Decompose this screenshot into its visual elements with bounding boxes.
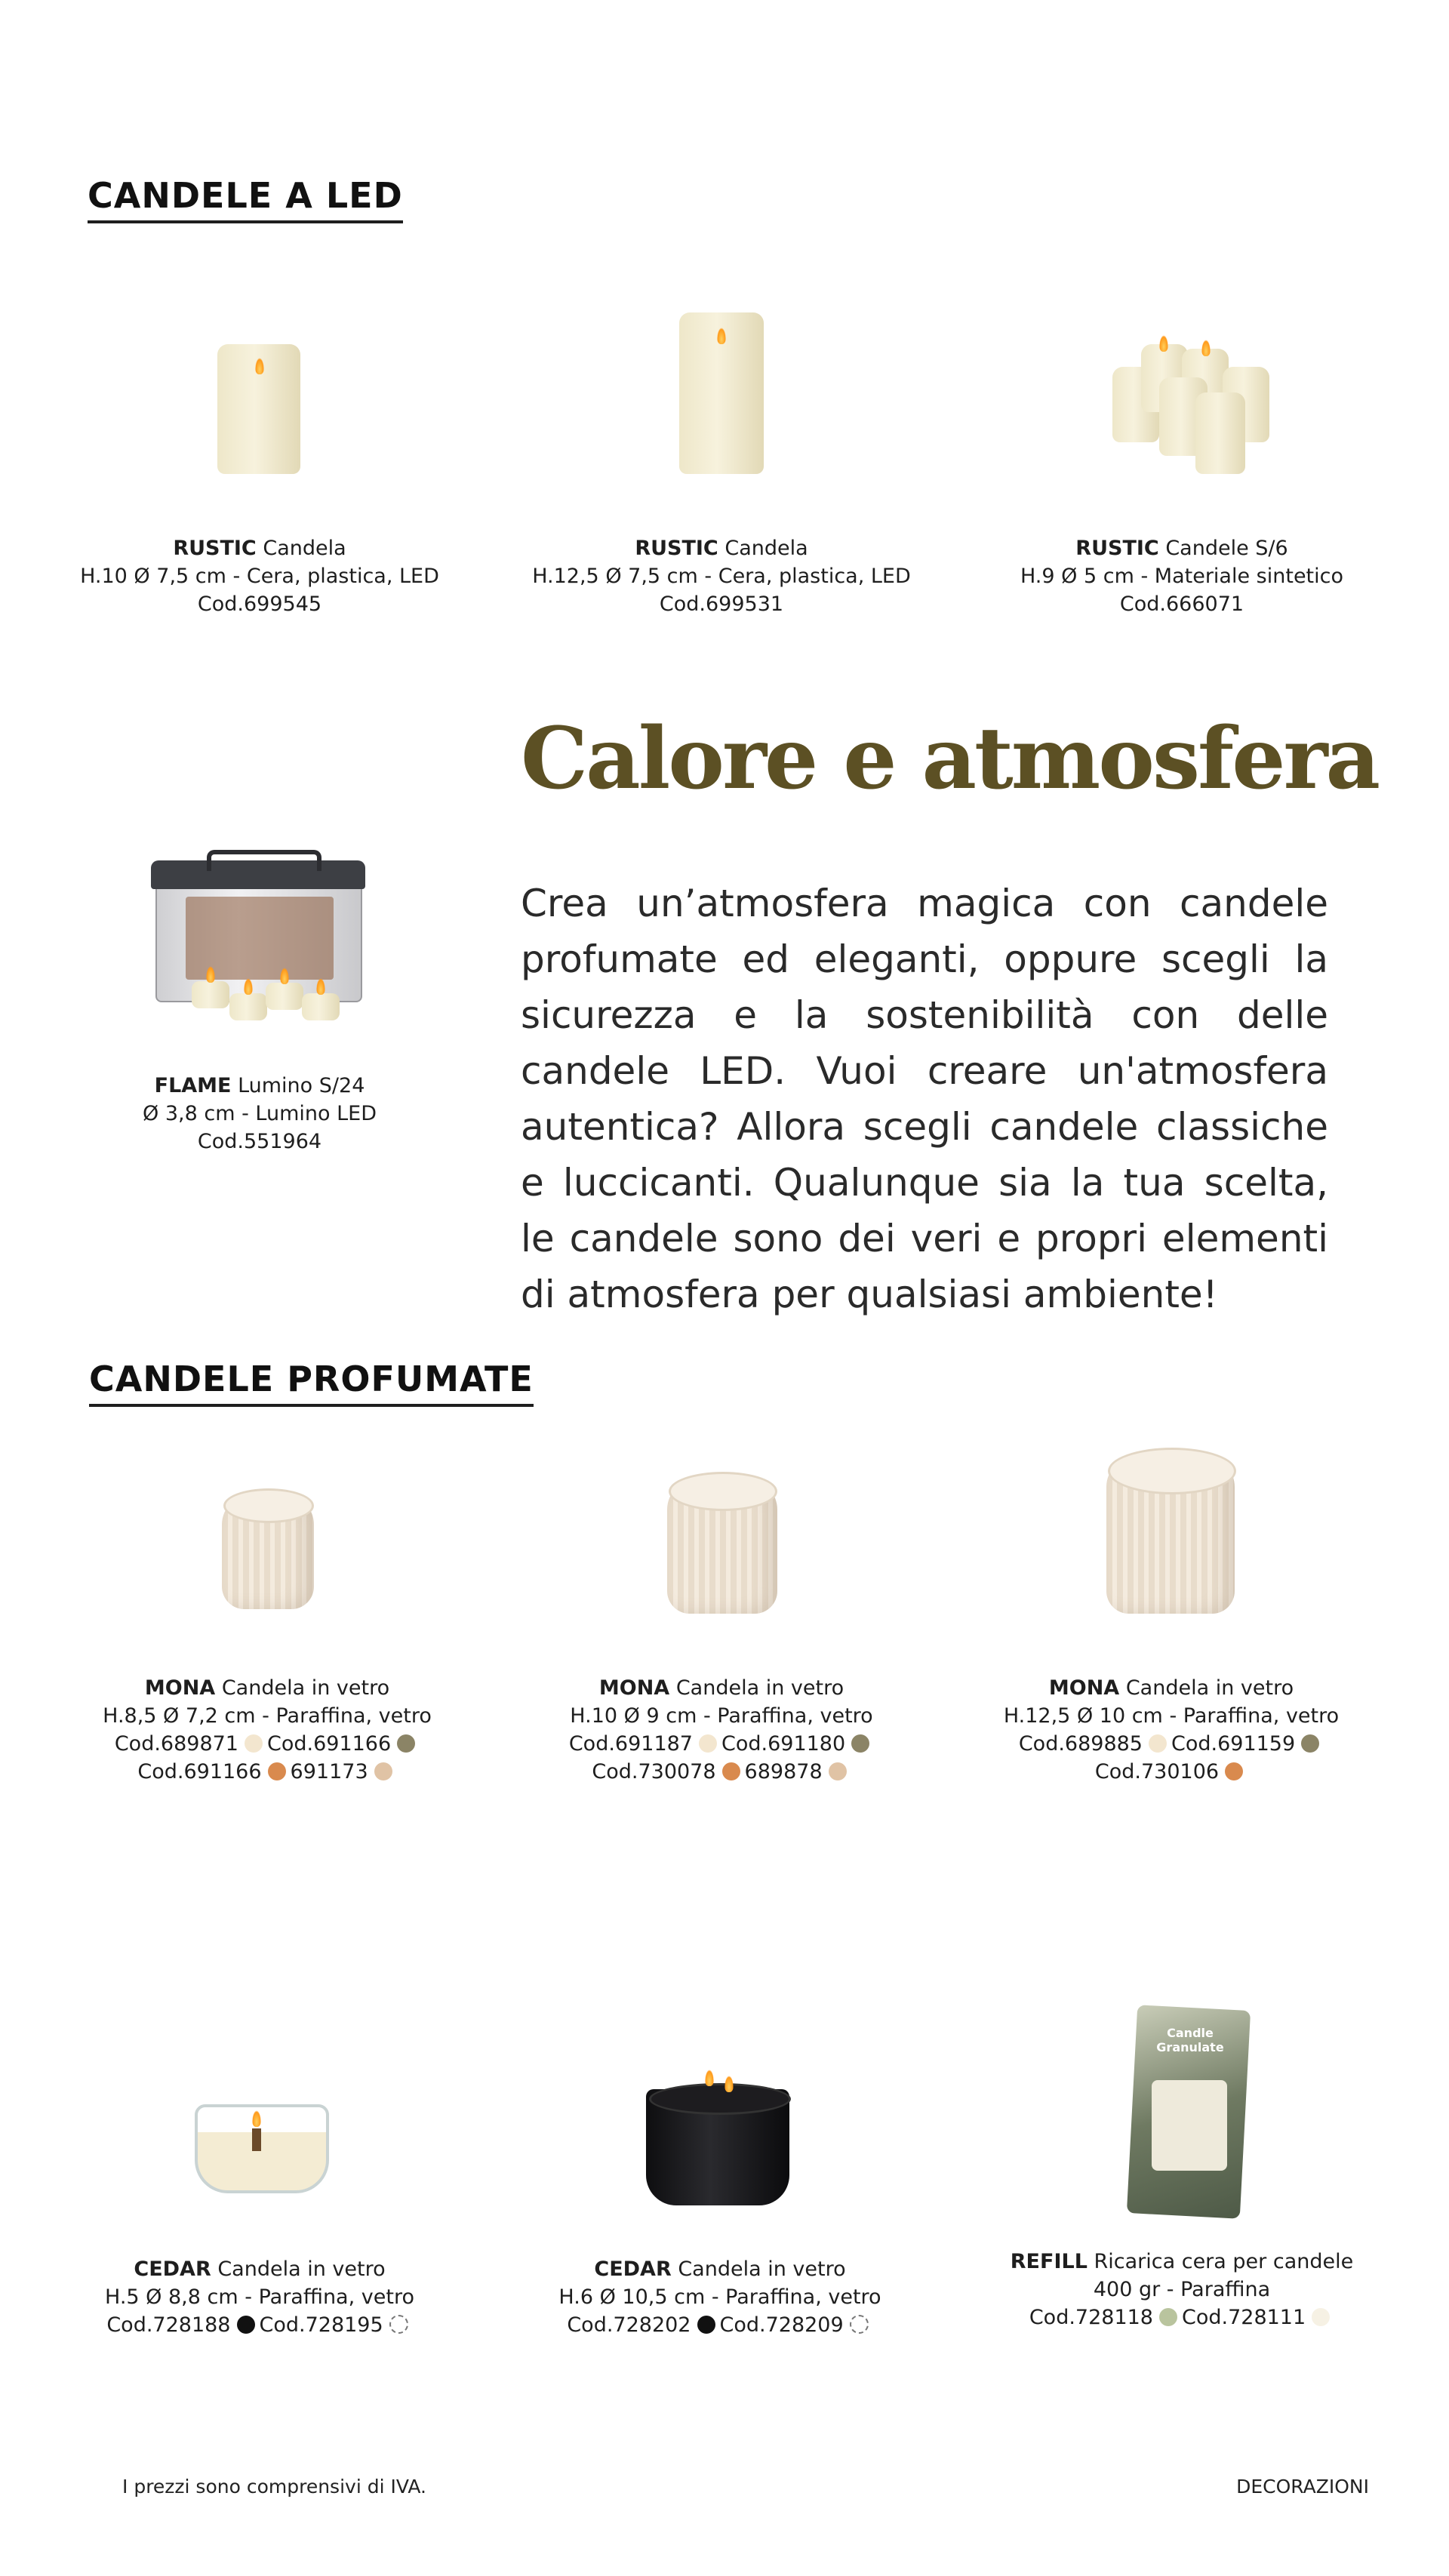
footer-section-label: DECORAZIONI bbox=[1236, 2476, 1369, 2498]
product-code: Cod.691159 bbox=[1171, 1732, 1296, 1756]
product-image bbox=[1069, 294, 1295, 521]
color-swatch[interactable] bbox=[237, 2316, 255, 2334]
product-name: MONA bbox=[1048, 1676, 1120, 1700]
product-image bbox=[1069, 2008, 1295, 2242]
product-image bbox=[139, 845, 380, 1072]
product-spec: H.10 Ø 9 cm - Paraffina, vetro bbox=[570, 1704, 873, 1728]
product-code: Cod.689871 bbox=[114, 1732, 238, 1756]
product-card[interactable] bbox=[510, 1434, 933, 1786]
product-image bbox=[608, 1434, 835, 1660]
product-type: Lumino S/24 bbox=[238, 1074, 365, 1097]
color-swatch[interactable] bbox=[699, 1734, 717, 1753]
product-code: Cod.691180 bbox=[721, 1732, 846, 1756]
product-image bbox=[154, 1434, 380, 1660]
product-name: MONA bbox=[144, 1676, 216, 1700]
product-card[interactable] bbox=[56, 1434, 478, 1786]
product-code: Cod.699531 bbox=[659, 592, 784, 616]
product-name: FLAME bbox=[154, 1074, 232, 1097]
color-swatch[interactable] bbox=[1312, 2308, 1330, 2326]
product-spec: H.12,5 Ø 10 cm - Paraffina, vetro bbox=[1003, 1704, 1340, 1728]
color-swatch[interactable] bbox=[1159, 2308, 1177, 2326]
product-name: CEDAR bbox=[594, 2257, 672, 2281]
product-code: Cod.691166 bbox=[267, 1732, 392, 1756]
product-card[interactable] bbox=[48, 2015, 471, 2339]
product-code: Cod.551964 bbox=[197, 1130, 322, 1153]
package-label: Candle Granulate bbox=[1156, 2026, 1224, 2054]
product-card[interactable] bbox=[48, 845, 471, 1156]
product-code: Cod.689885 bbox=[1018, 1732, 1143, 1756]
product-name: CEDAR bbox=[134, 2257, 211, 2281]
feature-text: Crea un’atmosfera magica con candele profumate ed eleganti, oppure scegli la sicurezza e la sostenibilità con delle candele LED. Vuoi creare un'atmosfera autentica? Allora scegli candele classiche e luccicanti. Qualunque sia la tua scelta, le candele sono dei veri e propri elementi di atmosfera per qualsiasi ambiente! bbox=[521, 882, 1328, 1316]
color-swatch[interactable] bbox=[389, 2315, 408, 2334]
color-swatch[interactable] bbox=[829, 1762, 847, 1780]
product-spec: H.12,5 Ø 7,5 cm - Cera, plastica, LED bbox=[532, 565, 911, 588]
product-card[interactable] bbox=[960, 1434, 1383, 1786]
product-card[interactable] bbox=[48, 294, 471, 618]
product-card[interactable] bbox=[971, 294, 1393, 618]
product-type: Candela in vetro bbox=[678, 2257, 846, 2281]
product-type: Candela bbox=[724, 537, 808, 560]
product-code: Cod.728188 bbox=[106, 2313, 231, 2337]
color-swatch[interactable] bbox=[374, 1762, 392, 1780]
footer-note: I prezzi sono comprensivi di IVA. bbox=[122, 2476, 426, 2498]
color-swatch[interactable] bbox=[722, 1762, 740, 1780]
product-type: Candela in vetro bbox=[217, 2257, 386, 2281]
color-swatch[interactable] bbox=[850, 2315, 869, 2334]
product-code: 689878 bbox=[744, 1760, 823, 1784]
product-code: Cod.666071 bbox=[1119, 592, 1244, 616]
product-image bbox=[146, 294, 373, 521]
section-title-scented: CANDELE PROFUMATE bbox=[89, 1359, 534, 1407]
color-swatch[interactable] bbox=[697, 2316, 715, 2334]
product-name: REFILL bbox=[1010, 2250, 1088, 2273]
product-type: Candela in vetro bbox=[675, 1676, 844, 1700]
product-code: Cod.728202 bbox=[567, 2313, 691, 2337]
color-swatch[interactable] bbox=[245, 1734, 263, 1753]
product-code: Cod.730078 bbox=[592, 1760, 716, 1784]
product-spec: Ø 3,8 cm - Lumino LED bbox=[143, 1102, 377, 1125]
product-code: Cod.699545 bbox=[197, 592, 322, 616]
product-spec: H.6 Ø 10,5 cm - Paraffina, vetro bbox=[558, 2285, 881, 2309]
product-image bbox=[608, 294, 835, 521]
color-swatch[interactable] bbox=[1149, 1734, 1167, 1753]
product-code: Cod.728111 bbox=[1182, 2306, 1306, 2329]
product-image bbox=[146, 2015, 373, 2242]
product-spec: 400 gr - Paraffina bbox=[1093, 2278, 1271, 2301]
product-type: Candela in vetro bbox=[1125, 1676, 1294, 1700]
product-code: Cod.728209 bbox=[719, 2313, 844, 2337]
product-code: Cod.730106 bbox=[1094, 1760, 1220, 1784]
product-type: Ricarica cera per candele bbox=[1094, 2250, 1354, 2273]
product-spec: H.10 Ø 7,5 cm - Cera, plastica, LED bbox=[80, 565, 439, 588]
product-spec: H.5 Ø 8,8 cm - Paraffina, vetro bbox=[105, 2285, 414, 2309]
color-swatch[interactable] bbox=[1301, 1734, 1319, 1753]
product-card[interactable] bbox=[971, 2008, 1393, 2331]
product-name: RUSTIC bbox=[1075, 537, 1159, 560]
color-swatch[interactable] bbox=[1225, 1762, 1243, 1780]
color-swatch[interactable] bbox=[851, 1734, 869, 1753]
product-name: RUSTIC bbox=[173, 537, 257, 560]
product-name: MONA bbox=[598, 1676, 670, 1700]
product-image bbox=[607, 2015, 833, 2242]
product-code: Cod.691187 bbox=[568, 1732, 693, 1756]
feature-headline: Calore e atmosfera bbox=[521, 709, 1379, 808]
product-card[interactable] bbox=[510, 294, 933, 618]
product-spec: H.8,5 Ø 7,2 cm - Paraffina, vetro bbox=[103, 1704, 432, 1728]
product-code: Cod.691166 bbox=[137, 1760, 262, 1784]
section-title-led: CANDELE A LED bbox=[88, 175, 403, 223]
product-code: 691173 bbox=[290, 1760, 368, 1784]
product-code: Cod.728195 bbox=[259, 2313, 383, 2337]
product-type: Candele S/6 bbox=[1165, 537, 1288, 560]
product-card[interactable] bbox=[509, 2015, 931, 2339]
product-image bbox=[1058, 1434, 1284, 1660]
product-code: Cod.728118 bbox=[1029, 2306, 1153, 2329]
product-type: Candela in vetro bbox=[221, 1676, 390, 1700]
color-swatch[interactable] bbox=[397, 1734, 415, 1753]
color-swatch[interactable] bbox=[268, 1762, 286, 1780]
product-type: Candela bbox=[263, 537, 346, 560]
product-spec: H.9 Ø 5 cm - Materiale sintetico bbox=[1020, 565, 1344, 588]
product-name: RUSTIC bbox=[635, 537, 718, 560]
